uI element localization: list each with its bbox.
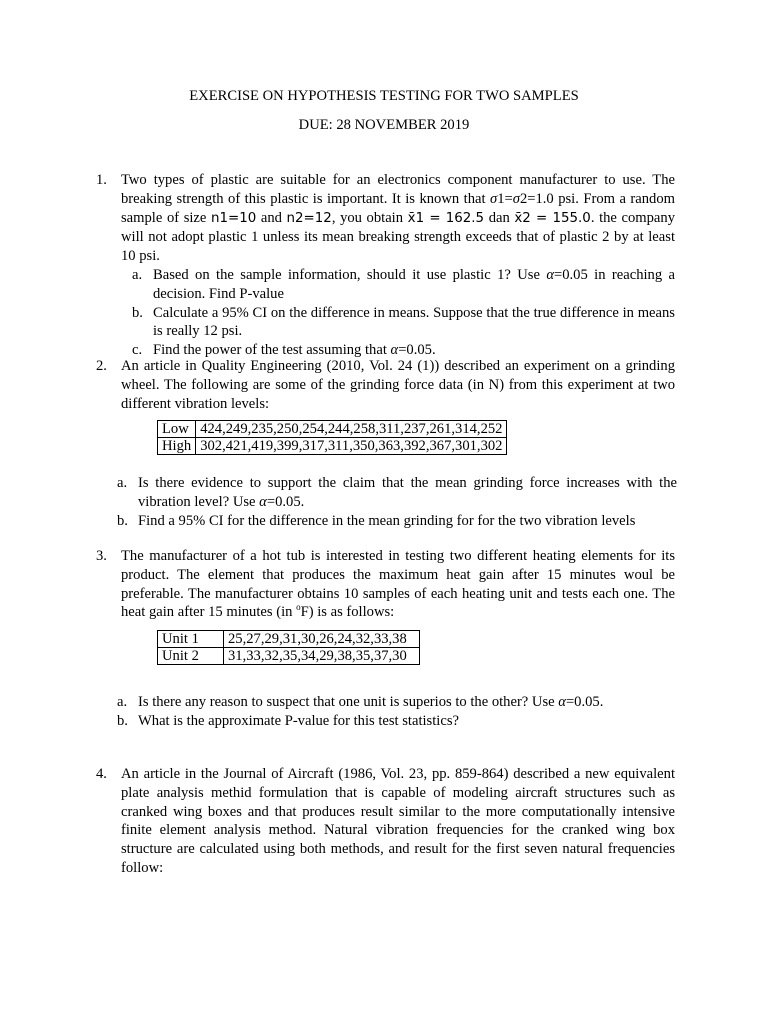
question-number: 2. <box>96 358 107 374</box>
question-1 <box>96 171 675 360</box>
question-text: Two types of plastic are suitable for an electronics component manufacturer to use. The breaking strength of this plastic is important. It is known that σ1=σ2=1.0 psi. From a random sample of size n1=10 and n2=12, you obtain x̄1 = 162.5 dan x̄2 = 155.0. the company will not adopt plastic 1 unless its mean breaking strength exceeds that of plastic 2 by at least 10 psi. <box>121 172 675 265</box>
subquestion-a: a. Is there evidence to support the claim that the mean grinding force increases with the vibration level? Use α=0.05. <box>117 475 677 510</box>
row-label: Low <box>158 421 196 438</box>
table-row <box>158 631 420 648</box>
table-row <box>158 421 507 438</box>
question-3 <box>96 547 675 622</box>
grinding-force-table <box>157 420 507 455</box>
question-text: An article in Quality Engineering (2010, Vol. 24 (1)) described an experiment on a grinding wheel. The following are some of the grinding force data (in N) from this experiment at two different vibration levels: <box>121 358 675 412</box>
sigma-symbol: σ <box>512 190 520 207</box>
due-date: DUE: 28 NOVEMBER 2019 <box>298 117 470 133</box>
question-number: 3. <box>96 548 107 564</box>
question-text: An article in the Journal of Aircraft (1986, Vol. 23, pp. 859-864) described a new equivalent plate analysis methid formulation that is capable of modeling aircraft structures such as cranked wing boxes and that produces result similar to the more computationally intensive finite element analysis method. Natural vibration frequencies for the cranked wing box structure are calculated using both methods, and result for the first seven natural frequencies follow: <box>121 766 675 876</box>
question-2-subquestions <box>117 474 677 530</box>
question-4 <box>96 765 675 878</box>
row-values: 25,27,29,31,30,26,24,32,33,38 <box>224 631 420 648</box>
alpha-symbol: α <box>390 342 399 359</box>
document-title: EXERCISE ON HYPOTHESIS TESTING FOR TWO SAMPLES <box>189 88 579 104</box>
subquestion-b: b. Find a 95% CI for the difference in the mean grinding for for the two vibration levels <box>117 512 636 529</box>
alpha-symbol: α <box>558 694 566 710</box>
row-label: Unit 2 <box>158 648 224 665</box>
row-values: 302,421,419,399,317,311,350,363,392,367,301,302 <box>196 438 507 455</box>
question-3-subquestions <box>117 693 677 731</box>
row-label: Unit 1 <box>158 631 224 648</box>
row-values: 31,33,32,35,34,29,38,35,37,30 <box>224 648 420 665</box>
subquestion-a: a. Is there any reason to suspect that one unit is superios to the other? Use α=0.05. <box>117 694 604 710</box>
table-row <box>158 648 420 665</box>
question-2 <box>96 357 675 413</box>
heat-gain-table <box>157 630 420 665</box>
subquestion-c: c. Find the power of the test assuming that α=0.05. <box>132 342 436 359</box>
table-row <box>158 438 507 455</box>
subquestion-b: b. What is the approximate P-value for this test statistics? <box>117 712 459 729</box>
xbar1-value: x̄1 = 162.5 <box>407 210 485 226</box>
question-number: 4. <box>96 766 107 782</box>
subquestion-b: b. Calculate a 95% CI on the difference in means. Suppose that the true difference in means is really 12 psi. <box>132 304 675 340</box>
row-label: High <box>158 438 196 455</box>
row-values: 424,249,235,250,254,244,258,311,237,261,314,252 <box>196 421 507 438</box>
sigma-symbol: σ <box>490 190 498 207</box>
subquestion-a: a. Based on the sample information, should it use plastic 1? Use α=0.05 in reaching a decision. Find P-value <box>132 266 676 302</box>
alpha-symbol: α <box>546 266 554 283</box>
question-text: The manufacturer of a hot tub is interested in testing two different heating elements for its product. The element that produces the maximum heat gain after 15 minutes woul be preferable. The manufacturer obtains 10 samples of each heating unit and tests each one. The heat gain after 15 minutes (in $^o$F) is as follows: <box>121 548 675 621</box>
question-number: 1. <box>96 172 107 188</box>
alpha-symbol: α <box>259 493 267 510</box>
xbar2-value: x̄2 = 155.0 <box>514 210 591 226</box>
